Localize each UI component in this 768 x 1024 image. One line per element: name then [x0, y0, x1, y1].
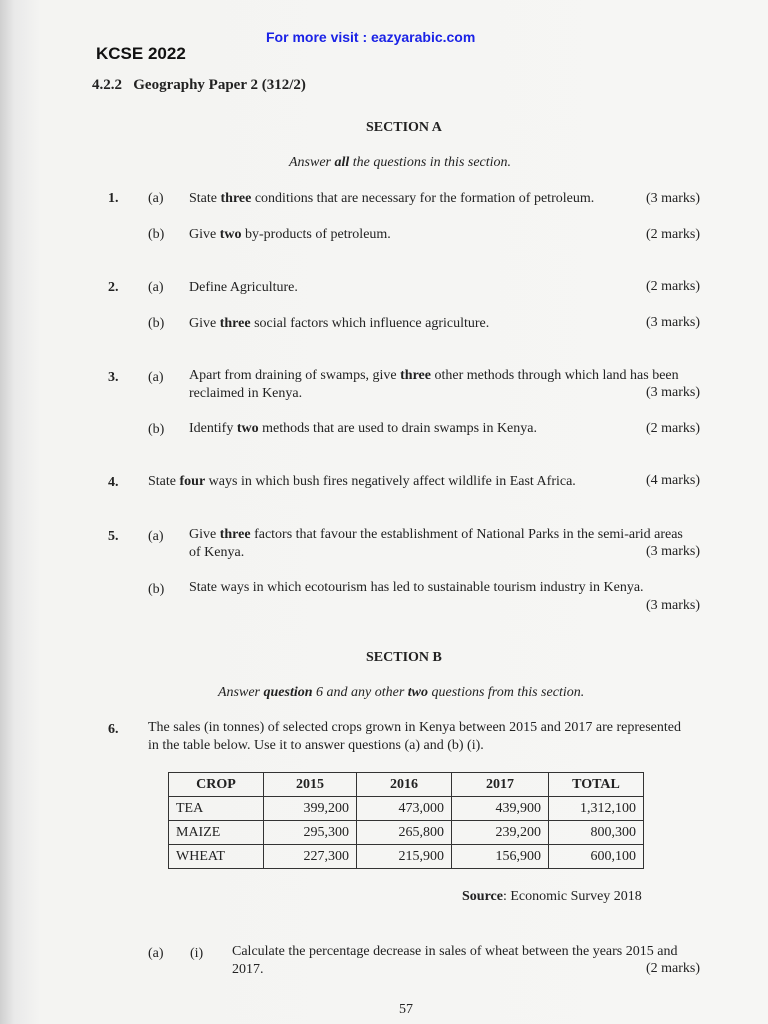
question-4-number: 4.	[108, 475, 119, 490]
q1b-label: (b)	[148, 227, 165, 242]
question-1-number: 1.	[108, 191, 119, 206]
q6a-i-text-line2: 2017.	[232, 962, 264, 977]
table-cell: TEA	[169, 797, 264, 821]
section-b-instruction: Answer question 6 and any other two questions from this section.	[218, 685, 585, 700]
q5b-text: State ways in which ecotourism has led to sustainable tourism industry in Kenya.	[189, 580, 644, 595]
q5b-marks: (3 marks)	[646, 598, 701, 613]
table-cell: 600,100	[549, 845, 644, 869]
section-a-title: SECTION A	[366, 120, 442, 135]
table-cell: MAIZE	[169, 821, 264, 845]
q5a-text-line1: Give three factors that favour the establishment of National Parks in the semi-arid areas	[189, 527, 683, 542]
paper-number: 4.2.2	[92, 77, 122, 93]
table-cell: 439,900	[452, 797, 549, 821]
table-cell: 215,900	[357, 845, 452, 869]
q6a-i-text-line1: Calculate the percentage decrease in sales of wheat between the years 2015 and	[232, 944, 678, 959]
q2b-marks: (3 marks)	[646, 315, 701, 330]
table-cell: 800,300	[549, 821, 644, 845]
table-header-cell: 2015	[264, 773, 357, 797]
exam-title: KCSE 2022	[96, 44, 186, 63]
table-row	[169, 821, 644, 845]
crop-sales-table	[168, 772, 644, 869]
q1a-text: State three conditions that are necessary for the formation of petroleum.	[189, 191, 595, 206]
q2a-text: Define Agriculture.	[189, 280, 298, 295]
section-b-title: SECTION B	[366, 650, 442, 665]
q1b-text: Give two by-products of petroleum.	[189, 227, 391, 242]
q3a-text-line2: reclaimed in Kenya.	[189, 386, 303, 401]
table-row	[169, 797, 644, 821]
q1a-label: (a)	[148, 191, 164, 206]
q3b-marks: (2 marks)	[646, 421, 701, 436]
q1b-marks: (2 marks)	[646, 227, 701, 242]
q6a-i-label: (i)	[190, 946, 204, 961]
q3b-text: Identify two methods that are used to drain swamps in Kenya.	[189, 421, 537, 436]
q4-marks: (4 marks)	[646, 473, 701, 488]
q6a-label: (a)	[148, 946, 164, 961]
q5a-text-line2: of Kenya.	[189, 545, 245, 560]
q4-text: State four ways in which bush fires negatively affect wildlife in East Africa.	[148, 474, 576, 489]
table-cell: 265,800	[357, 821, 452, 845]
question-3-number: 3.	[108, 370, 119, 385]
q5b-label: (b)	[148, 582, 165, 597]
section-a-instruction: Answer all the questions in this section.	[289, 155, 512, 170]
table-header-cell: TOTAL	[549, 773, 644, 797]
table-row	[169, 845, 644, 869]
q6-intro-line2: in the table below. Use it to answer questions (a) and (b) (i).	[148, 738, 484, 753]
q6-intro-line1: The sales (in tonnes) of selected crops grown in Kenya between 2015 and 2017 are represented	[148, 720, 681, 735]
q3a-marks: (3 marks)	[646, 385, 701, 400]
q3a-label: (a)	[148, 370, 164, 385]
table-header-cell: 2016	[357, 773, 452, 797]
paper-title: Geography Paper 2 (312/2)	[133, 77, 306, 93]
q3b-label: (b)	[148, 422, 165, 437]
paper-heading	[92, 77, 306, 94]
website-banner: For more visit : eazyarabic.com	[266, 29, 476, 45]
q2a-label: (a)	[148, 280, 164, 295]
table-cell: 473,000	[357, 797, 452, 821]
q2b-label: (b)	[148, 316, 165, 331]
q2b-text: Give three social factors which influence agriculture.	[189, 316, 490, 331]
q1a-marks: (3 marks)	[646, 191, 701, 206]
table-cell: 1,312,100	[549, 797, 644, 821]
table-cell: 239,200	[452, 821, 549, 845]
page-number: 57	[399, 1002, 413, 1017]
question-5-number: 5.	[108, 529, 119, 544]
q3a-text-line1: Apart from draining of swamps, give three other methods through which land has been	[189, 368, 679, 383]
table-cell: 399,200	[264, 797, 357, 821]
table-cell: 156,900	[452, 845, 549, 869]
q6a-i-marks: (2 marks)	[646, 961, 701, 976]
table-cell: 295,300	[264, 821, 357, 845]
question-6-number: 6.	[108, 722, 119, 737]
table-header-cell: 2017	[452, 773, 549, 797]
table-source: Source: Economic Survey 2018	[462, 889, 642, 904]
question-2-number: 2.	[108, 280, 119, 295]
q5a-marks: (3 marks)	[646, 544, 701, 559]
table-cell: WHEAT	[169, 845, 264, 869]
table-header-row	[169, 773, 644, 797]
q5a-label: (a)	[148, 529, 164, 544]
table-cell: 227,300	[264, 845, 357, 869]
q2a-marks: (2 marks)	[646, 279, 701, 294]
table-header-cell: CROP	[169, 773, 264, 797]
